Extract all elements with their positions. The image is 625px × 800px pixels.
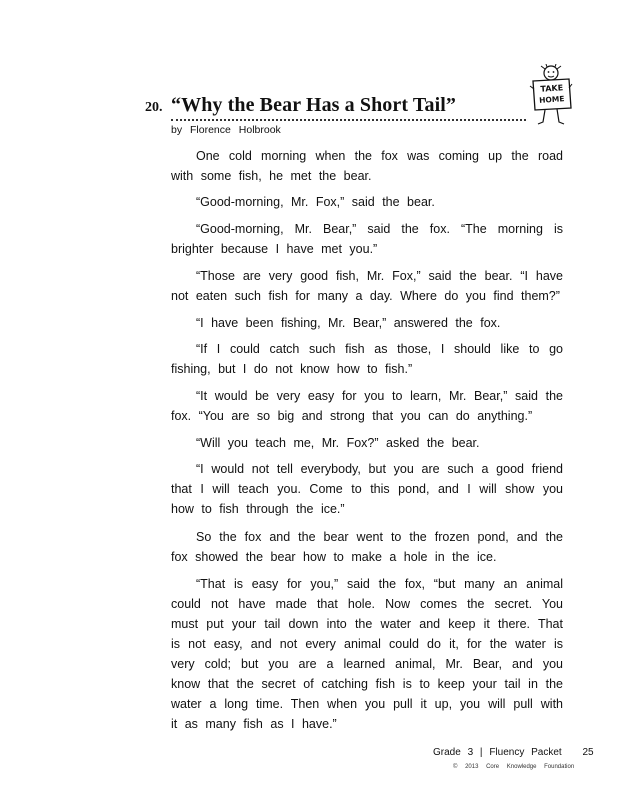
story-paragraph-2: “Good-morning, Mr. Fox,” said the bear. bbox=[196, 195, 435, 209]
title-divider bbox=[171, 119, 526, 121]
take-home-icon bbox=[527, 64, 577, 128]
story-paragraph-3: “Good-morning, Mr. Bear,” said the fox. “The morning is brighter because I have met you.” bbox=[171, 222, 563, 256]
byline: by Florence Holbrook bbox=[171, 124, 281, 136]
story-title: “Why the Bear Has a Short Tail” bbox=[171, 94, 456, 116]
footer-grade: Grade 3 bbox=[433, 747, 474, 758]
story-paragraph-9: “I would not tell everybody, but you are such a good friend that I will teach you. Come to this pond, and I will show you how to fish through the ice.” bbox=[171, 462, 563, 516]
footer-packet: Fluency Packet bbox=[489, 747, 562, 758]
story-paragraph-6: “If I could catch such fish as those, I should like to go fishing, but I do not know how to fish.” bbox=[171, 342, 563, 376]
story-paragraph-1: One cold morning when the fox was coming up the road with some fish, he met the bear. bbox=[171, 149, 563, 183]
story-paragraph-5: “I have been fishing, Mr. Bear,” answered the fox. bbox=[196, 316, 501, 330]
footer bbox=[433, 747, 594, 758]
svg-text:TAKE: TAKE bbox=[540, 83, 564, 94]
story-paragraph-4: “Those are very good fish, Mr. Fox,” said the bear. “I have not eaten such fish for many a day. Where do you find them?” bbox=[171, 269, 563, 303]
story-paragraph-7: “It would be very easy for you to learn, Mr. Bear,” said the fox. “You are so big and strong that you can do anything.” bbox=[171, 389, 563, 423]
page-number: 25 bbox=[582, 747, 594, 758]
story-paragraph-10: So the fox and the bear went to the frozen pond, and the fox showed the bear how to make a hole in the ice. bbox=[171, 530, 563, 564]
svg-text:HOME: HOME bbox=[538, 94, 565, 105]
story-paragraph-8: “Will you teach me, Mr. Fox?” asked the bear. bbox=[196, 436, 480, 450]
footer-copyright: © 2013 Core Knowledge Foundation bbox=[453, 764, 575, 770]
footer-separator: | bbox=[479, 747, 483, 758]
story-paragraph-11: “That is easy for you,” said the fox, “but many an animal could not have made that hole. Now comes the secret. You must put your tail down into the water and keep it there. That is not easy, and not every animal could do it, for the water is very cold; but you are a learned animal, Mr. Bear, and you know that the secret of catching fish is to keep your tail in the water a long time. Then when you pull it up, you will pull with it as many fish as I have.” bbox=[171, 577, 563, 731]
lesson-number: 20. bbox=[145, 100, 163, 115]
